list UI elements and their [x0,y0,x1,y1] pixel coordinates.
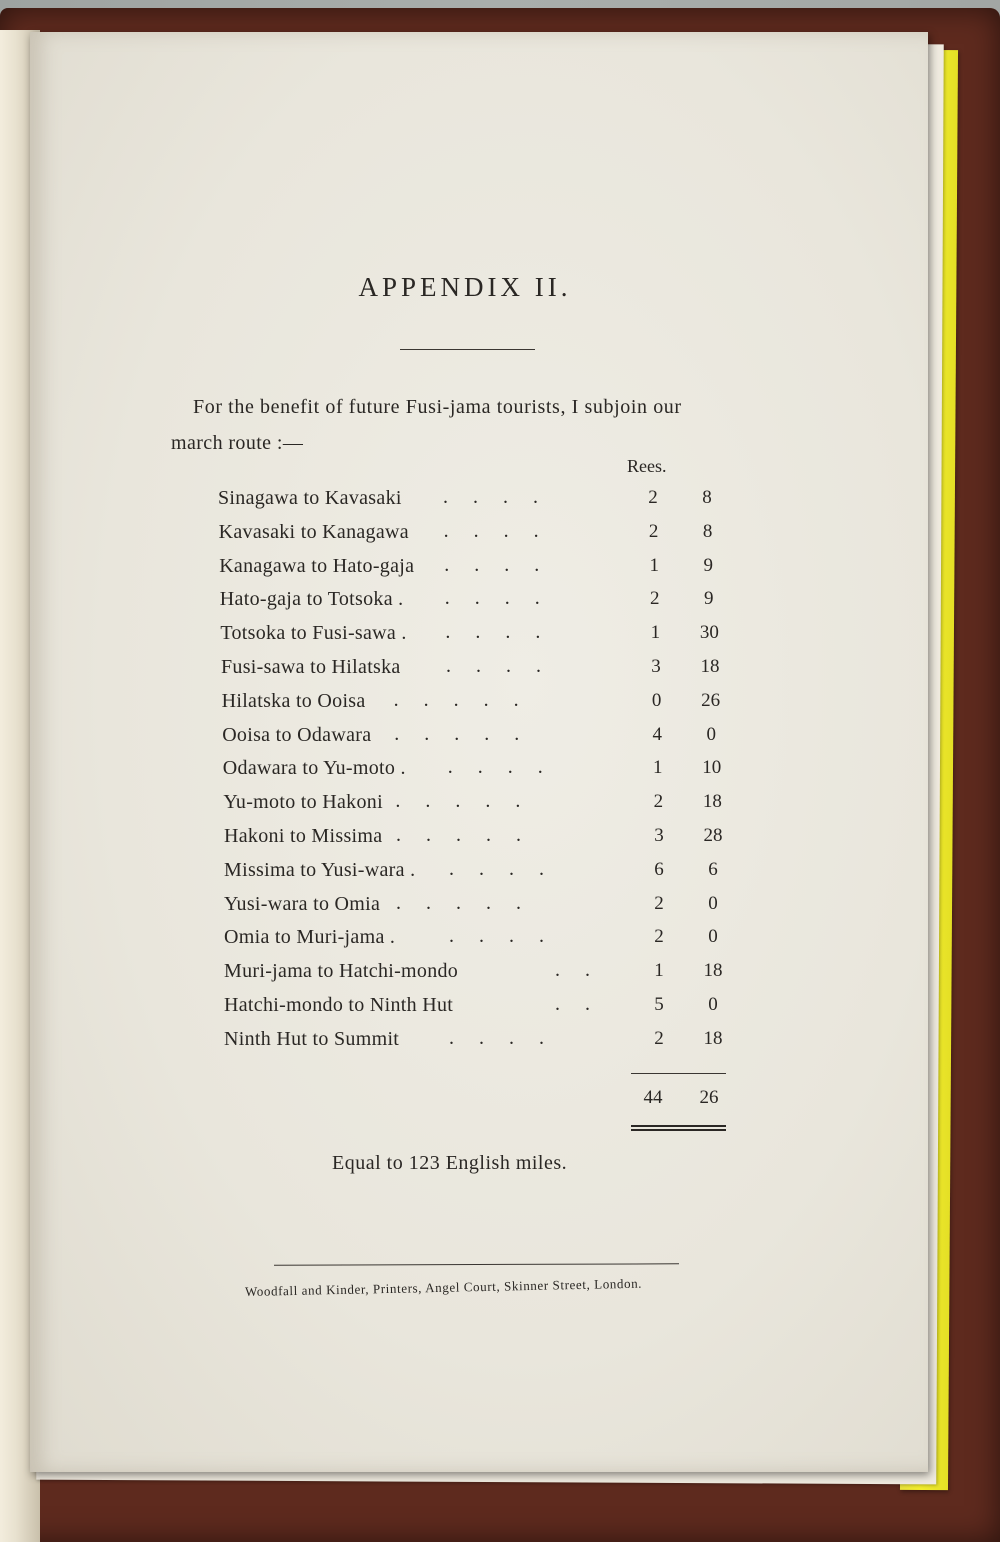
route-rees: 2 [653,791,664,813]
route-cho: 9 [703,554,713,576]
leader-dots: . . . . [449,925,544,948]
total-rees: 44 [643,1087,663,1108]
route-row [219,521,779,555]
route-name: Hato-gaja to Totsoka . [219,588,404,611]
route-row [224,893,784,927]
intro-line-2: march route :— [171,432,304,454]
route-rees: 3 [654,825,664,846]
route-cho: 26 [701,689,721,711]
route-cho: 18 [703,960,723,982]
route-name: Hatchi-mondo to Ninth Hut [224,994,454,1016]
route-cho: 0 [708,892,718,914]
route-rees: 2 [648,487,658,508]
route-row [220,588,780,622]
route-cho: 0 [706,723,716,745]
leader-dots: . . . . [443,519,539,542]
route-cho: 8 [702,487,712,508]
leader-dots: . . . . [445,621,541,644]
route-row [219,555,779,589]
printer-imprint: Woodfall and Kinder, Printers, Angel Court, Skinner Street, London. [244,1275,643,1299]
route-cho: 18 [700,656,720,677]
route-cho: 28 [703,825,723,846]
leader-dots: . . [555,993,590,1015]
route-name: Hakoni to Missima [224,825,383,847]
leader-dots: . . . . [444,553,540,576]
route-name: Ninth Hut to Summit [224,1027,400,1050]
route-row [222,690,782,724]
route-rees: 2 [654,892,664,914]
route-name: Ooisa to Odawara [222,723,372,746]
route-rees: 1 [650,622,661,644]
route-name: Muri-jama to Hatchi-mondo [224,960,459,983]
route-row [224,926,784,960]
footer-divider [274,1263,679,1265]
route-cho: 6 [708,858,718,880]
total-cho: 26 [699,1087,719,1108]
route-row [220,622,780,656]
route-rees: 3 [651,656,661,677]
route-cho: 10 [702,757,722,779]
route-name: Hilatska to Ooisa [221,689,366,712]
unit-label: Rees. [627,456,667,476]
leader-dots: . . . . . [394,722,520,745]
page-title: APPENDIX II. [358,272,572,302]
leader-dots: . . . . [443,486,538,508]
route-cho: 30 [699,622,719,644]
route-row [223,757,783,791]
route-rees: 2 [650,588,660,610]
sum-divider [631,1073,726,1074]
intro-line-1: For the benefit of future Fusi-jama tourists, I subjoin our [193,396,682,418]
route-row [222,724,782,758]
title-divider [400,349,535,350]
route-row [224,825,784,859]
route-row [224,994,784,1028]
leader-dots: . . [555,959,590,982]
route-cho: 18 [702,791,722,813]
route-cho: 0 [708,994,718,1015]
route-name: Yu-moto to Hakoni [223,791,383,814]
leader-dots: . . . . [444,587,540,610]
route-name: Sinagawa to Kavasaki [218,487,402,509]
route-rees: 2 [654,1027,664,1049]
leader-dots: . . . . [446,655,541,677]
route-rees: 0 [651,689,662,711]
route-name: Kanagawa to Hato-gaja [219,554,415,577]
route-rees: 1 [654,960,664,982]
route-rees: 5 [654,994,664,1015]
route-rees: 2 [648,520,659,542]
leader-dots: . . . . . [396,824,521,846]
leader-dots: . . . . . [393,688,519,711]
route-name: Omia to Muri-jama . [224,926,396,949]
total-double-rule-top [631,1125,726,1127]
route-rees: 1 [653,757,663,779]
route-cho: 8 [702,520,713,542]
leader-dots: . . . . . [395,790,521,813]
route-name: Yusi-wara to Omia [224,892,381,915]
total-double-rule-bottom [631,1129,726,1131]
leader-dots: . . . . . [396,891,521,914]
route-cho: 18 [703,1027,723,1049]
route-name: Fusi-sawa to Hilatska [221,656,401,678]
route-name: Totsoka to Fusi-sawa . [220,622,407,645]
book-page [30,32,928,1472]
route-name: Missima to Yusi-wara . [224,858,416,881]
route-rees: 6 [654,858,664,880]
route-row [218,487,778,521]
route-name: Kavasaki to Kanagawa [218,520,409,543]
leader-dots: . . . . [449,1026,544,1049]
equivalence-note: Equal to 123 English miles. [332,1152,568,1174]
leader-dots: . . . . [447,756,543,779]
route-row [224,960,784,994]
route-cho: 9 [704,588,714,610]
route-rees: 2 [654,926,664,948]
route-row [224,859,784,893]
leader-dots: . . . . [449,857,544,880]
route-rees: 4 [652,723,662,745]
route-row [224,1028,784,1062]
route-cho: 0 [708,926,718,948]
route-row [221,656,781,690]
route-name: Odawara to Yu-moto . [222,757,406,780]
route-rees: 1 [649,554,659,576]
route-row [223,791,783,825]
